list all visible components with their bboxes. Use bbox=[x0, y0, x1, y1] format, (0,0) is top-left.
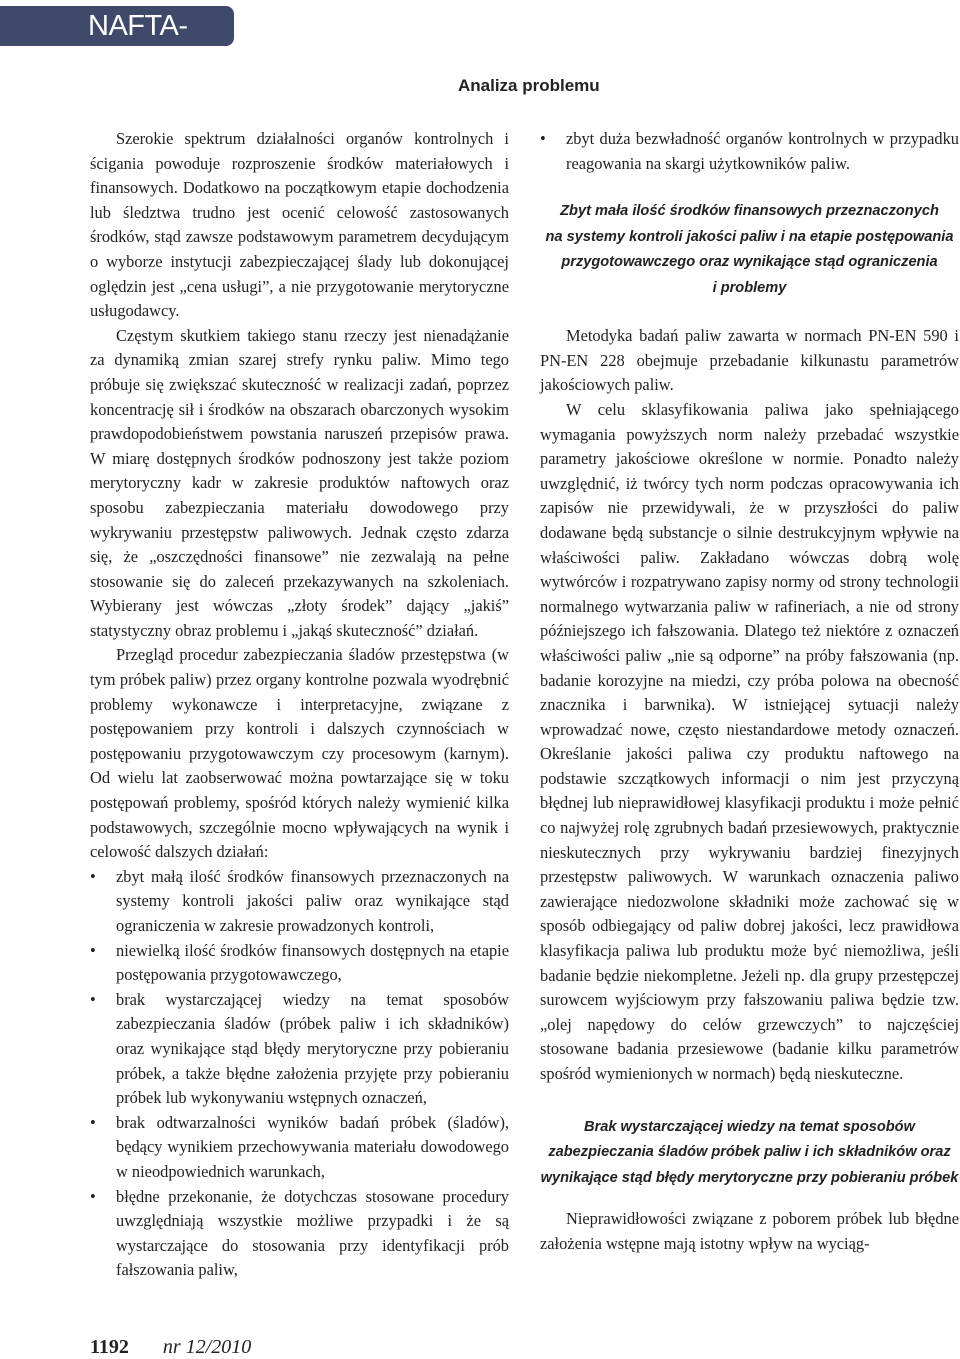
problem-list bbox=[90, 865, 509, 1283]
paragraph: Przegląd procedur zabezpieczania śladów przestępstwa (w tym próbek paliw) przez organy kontrolne pozwala wyodrębnić problemy wykonawcze i interpretacyjne, związane z postępowaniem przy kontroli i dalszych czynnościach w postępowaniu przygotowawczym czy procesowym (karnym). Od wielu lat zaobserwować można powtarzające się w toku postępowań problemy, spośród których należy wymienić kilka podstawowych, szczególnie mocno wpływających na wynik i celowość dalszych działań: bbox=[90, 645, 509, 862]
list-item bbox=[90, 865, 509, 939]
paragraph: Metodyka badań paliw zawarta w normach PN-EN 590 i PN-EN 228 obejmuje przebadanie kilkunastu parametrów jakościowych paliw. bbox=[540, 326, 959, 395]
journal-title-tab bbox=[0, 6, 234, 82]
paragraph: Szerokie spektrum działalności organów kontrolnych i ścigania powoduje rozproszenie środków materiałowych i finansowych. Dodatkowo na początkowym etapie dochodzenia lub śledztwa trudno jest ocenić celowość zastosowanych środków, stąd zawsze podstawowym parametrem decydującym o wyborze instytucji zabezpieczającej ślady lub dokonującej oględzin jest „cena usługi”, a nie przygotowanie merytoryczne usługodawcy. bbox=[90, 129, 509, 321]
subheading-line: na systemy kontroli jakości paliw i na etapie postępowania bbox=[545, 228, 954, 245]
left-column bbox=[90, 127, 509, 1283]
subheading-line: Zbyt mała ilość środków finansowych przeznaczonych bbox=[560, 203, 939, 220]
list-item bbox=[90, 1111, 509, 1185]
subheading bbox=[540, 199, 959, 301]
subheading-line: i problemy bbox=[712, 279, 787, 296]
list-item-text: brak wystarczającej wiedzy na temat sposobów zabezpieczania śladów (próbek paliw i ich składników) oraz wynikające stąd błędy merytoryczne przy pobieraniu próbek, a także błędne założenia przyjęte przy pobieraniu próbek lub wykonywaniu wstępnych oznaczeń, bbox=[116, 989, 509, 1108]
list-item bbox=[540, 127, 959, 176]
list-item bbox=[90, 939, 509, 988]
bullet-icon: • bbox=[90, 1186, 96, 1206]
right-column bbox=[540, 127, 959, 1256]
subheading-line: zabezpieczania śladów próbek paliw i ich składników oraz bbox=[548, 1144, 951, 1161]
list-item bbox=[90, 1185, 509, 1283]
list-item-text: brak odtwarzalności wyników badań próbek (śladów), będący wynikiem przechowywania materiału dowodowego w nieodpowiednich warunkach, bbox=[116, 1112, 509, 1181]
bullet-icon: • bbox=[90, 989, 96, 1009]
journal-title: NAFTA-GAZ bbox=[88, 10, 188, 82]
list-item bbox=[90, 988, 509, 1111]
bullet-icon: • bbox=[540, 129, 546, 148]
subheading-line: wynikające stąd błędy merytoryczne przy pobieraniu próbek bbox=[540, 1169, 959, 1186]
issue-label: nr 12/2010 bbox=[162, 1336, 252, 1358]
subheading-line: Brak wystarczającej wiedzy na temat sposobów bbox=[584, 1118, 915, 1135]
list-item-text: zbyt małą ilość środków finansowych przeznaczonych na systemy kontroli jakości paliw oraz wynikające stąd ograniczenia w zakresie prowadzonych kontroli, bbox=[116, 866, 509, 935]
bullet-icon: • bbox=[90, 940, 96, 960]
problem-list-continued bbox=[540, 127, 959, 176]
page-number: 1192 bbox=[90, 1336, 129, 1358]
paragraph: W celu sklasyfikowania paliwa jako spełniającego wymagania powyższych norm należy przebadać wszystkie parametry jakościowe określone w normie. Ponadto należy uwzględnić, iż twórcy tych norm podczas opracowywania ich zapisów nie przewidywali, że w przyszłości do paliw dodawane będą substancje o silnie destrukcyjnym wpływie na właściwości paliw. Zakładano wówczas dobrą wolę wytwórców i rozpatrywano zapisy normy od strony technologii normalnego wytwarzania paliw w rafineriach, a nie od strony późniejszego ich fałszowania. Dlatego też niektóre z oznaczeń właściwości paliw „nie są odporne” na próby fałszowania (np. badanie korozyjne na miedzi, czy próba polowa na obecność znacznika i barwnika). W istniejącej sytuacji należy wprowadzać nowe, często niestandardowe metody oznaczeń. Określanie jakości paliwa czy produktu naftowego na podstawie szczątkowych informacji o nim jest przyczyną błędnej lub nieprawidłowej klasyfikacji produktu i może pełnić co najwyżej rolę zgrubnych badań przesiewowych, praktycznie nieskutecznych przy wykrywaniu bardziej finezyjnych przestępstw paliwowych. W warunkach oznaczenia paliwo zawierające niedozwolone składniki może zachować się w sposób odbiegający od paliw dobrej jakości, lecz prawidłowa klasyfikacja paliwa lub produktu może być niemożliwa, jeśli badanie będzie niekompletne. Jeżeli np. dla grupy przestępczej surowcem wyjściowym przy fałszowaniu paliwa będzie tzw. „olej napędowy do celów grzewczych” to najczęściej stosowane badania przesiewowe (badanie kilku parametrów spośród wymienionych w normach) będą nieskuteczne. bbox=[540, 399, 959, 1083]
paragraph: Nieprawidłowości związane z poborem próbek lub błędne założenia wstępne mają istotny wpływ na wyciąg- bbox=[540, 1209, 959, 1253]
list-item-text: zbyt duża bezwładność organów kontrolnych w przypadku reagowania na skargi użytkowników paliw. bbox=[566, 129, 959, 173]
list-item-text: niewielką ilość środków finansowych dostępnych na etapie postępowania przygotowawczego, bbox=[116, 940, 509, 985]
list-item-text: błędne przekonanie, że dotychczas stosowane procedury uwzględniają wszystkie możliwe przypadki i że są wystarczające do stosowania przy identyfikacji prób fałszowania paliw, bbox=[116, 1186, 509, 1280]
paragraph: Częstym skutkiem takiego stanu rzeczy jest nienadążanie za dynamiką zmian szarej strefy rynku paliw. Mimo tego próbuje się zwiększać skuteczność w realizacji zadań, poprzez koncentrację sił i środków na obszarach obarczonych wysokim prawdopodobieństwem powstania naruszeń przepisów prawa. W miarę dostępnych środków podnoszony jest także poziom merytoryczny kadr w zakresie produktów naftowych oraz sposobu zabezpieczania materiału dowodowego przy wykrywaniu przestępstw paliwowych. Jednak często zdarza się, że „oszczędności finansowe” nie zezwalają na pełne stosowanie się do zaleceń przekazywanych na szkoleniach. Wybierany jest wówczas „złoty środek” dający „jakiś” statystyczny obraz problemu i „jakąś skuteczność” działań. bbox=[90, 325, 509, 640]
bullet-icon: • bbox=[90, 866, 96, 886]
subheading-line: przygotowawczego oraz wynikające stąd ograniczenia bbox=[561, 254, 938, 271]
subheading bbox=[540, 1115, 959, 1192]
page-footer bbox=[90, 1336, 251, 1359]
section-title: Analiza problemu bbox=[458, 76, 600, 95]
bullet-icon: • bbox=[90, 1112, 96, 1132]
